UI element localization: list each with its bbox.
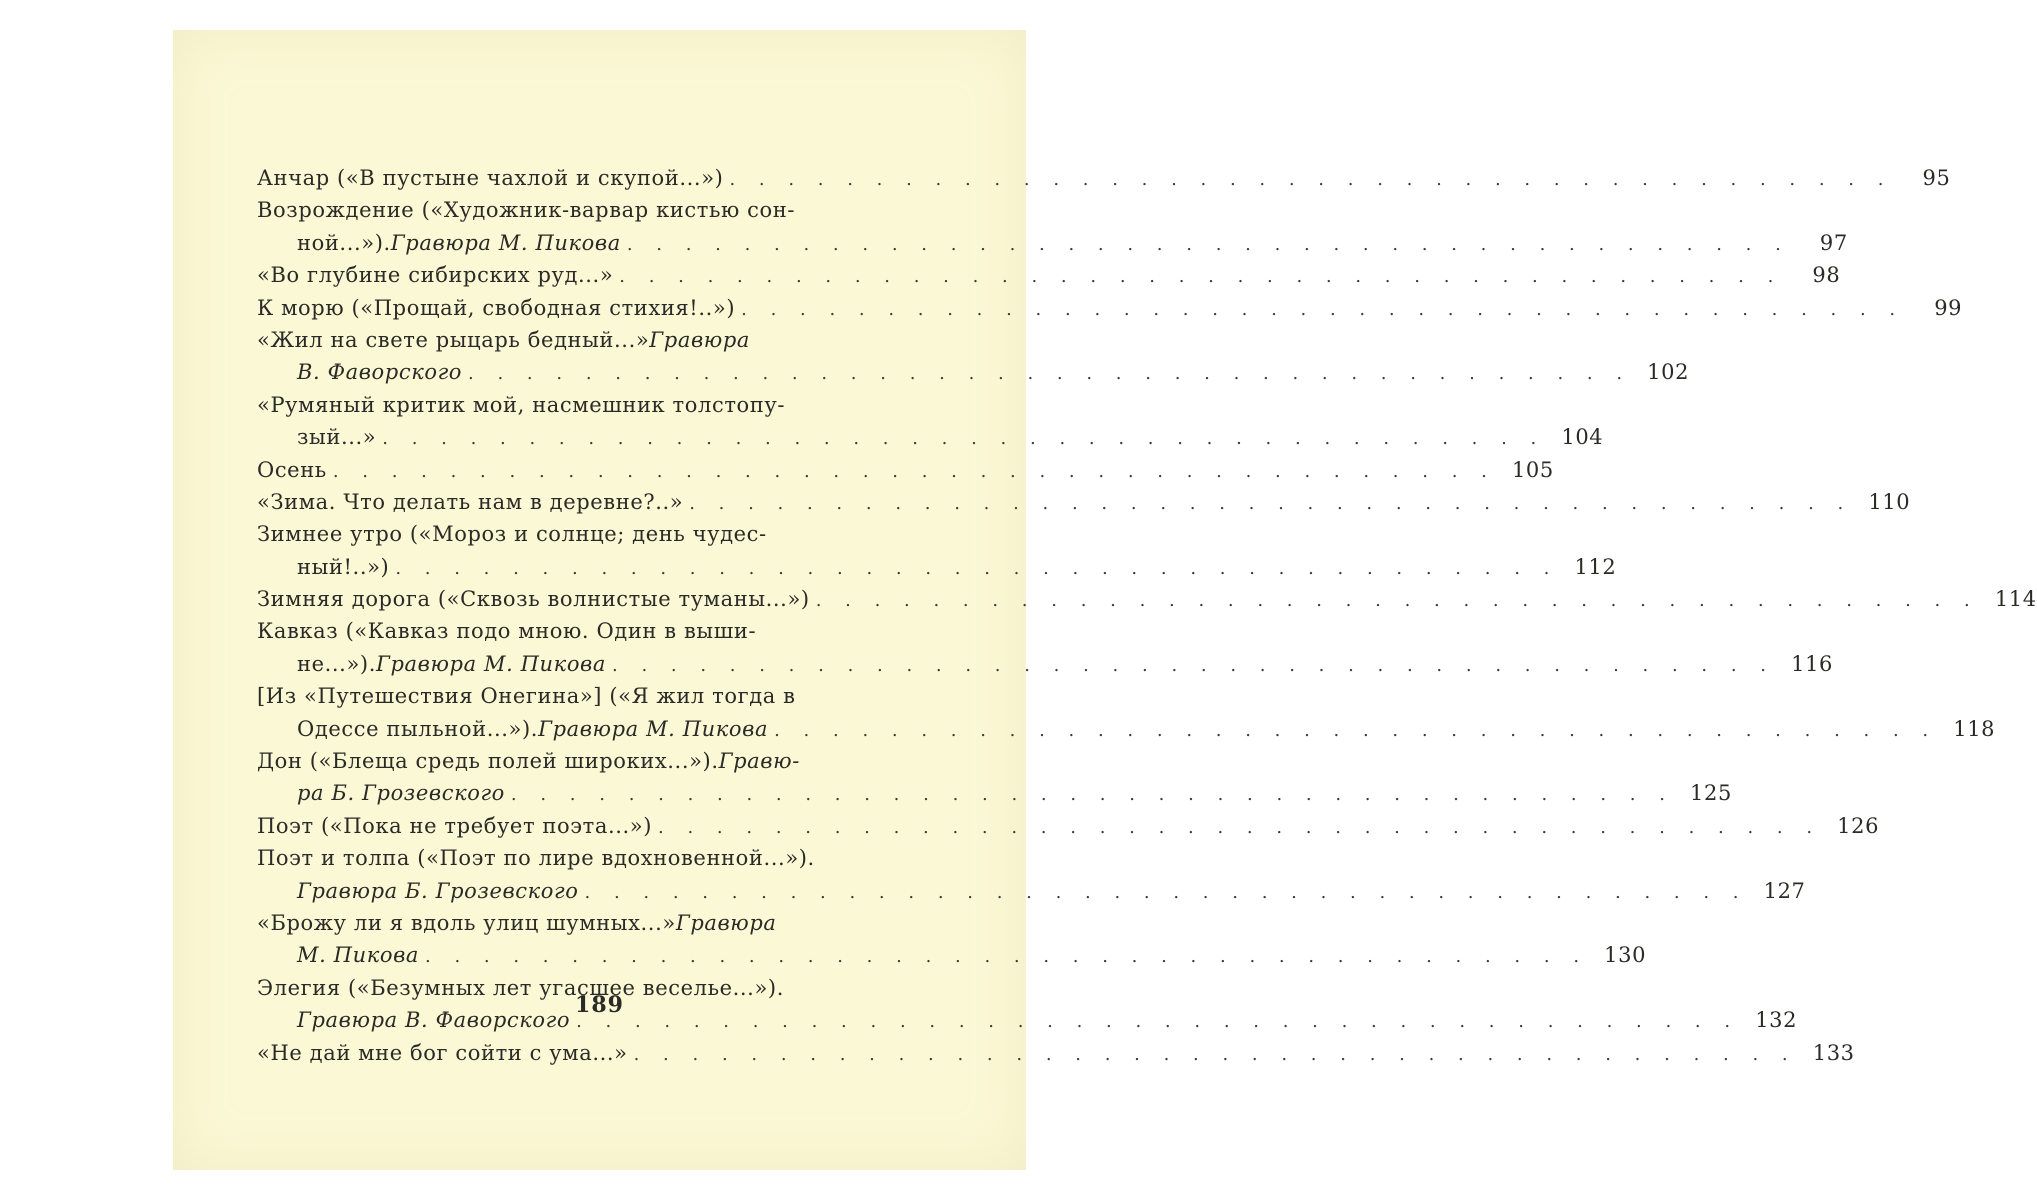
- toc-entry: [257, 907, 1647, 972]
- engraving-credit: Гравюра: [675, 910, 777, 935]
- toc-line: [257, 777, 1732, 809]
- book-page: [173, 30, 2037, 1170]
- toc-line: [257, 1037, 1855, 1069]
- toc-line: [257, 259, 1841, 291]
- entry-title: «Жил на свете рыцарь бедный...»: [257, 327, 650, 352]
- engraving-credit: Гравюра М. Пикова: [538, 716, 769, 741]
- toc-line: [257, 713, 1996, 745]
- engraving-credit: Гравюра М. Пикова: [375, 651, 607, 676]
- entry-title: Осень: [257, 457, 327, 482]
- toc-line: [257, 551, 1617, 583]
- entry-page-number: 102: [1647, 360, 1690, 385]
- dot-leader: . . . . . . . . . . . . . . . . . . . . . . . . . . . . . . . . . . . . . . . .: [626, 233, 1790, 255]
- toc-line: [257, 648, 1834, 680]
- entry-title: ный!..»): [297, 554, 390, 579]
- toc-line: [257, 162, 1951, 194]
- entry-title: «Во глубине сибирских руд...»: [257, 263, 614, 288]
- entry-title: не...»).: [297, 651, 376, 676]
- toc-entry: [257, 324, 1690, 389]
- engraving-credit: Гравюра Б. Грозевского: [297, 878, 579, 903]
- dot-leader: . . . . . . . . . . . . . . . . . . . . . . . . . . . . . . . . . . . . . . . .: [633, 1043, 1797, 1065]
- dot-leader: . . . . . . . . . . . . . . . . . . . . . . . . . . . . . . . . . . . . . . . .: [612, 654, 1776, 676]
- entry-page-number: 99: [1934, 295, 1963, 320]
- toc-line: [257, 680, 917, 712]
- entry-title: «Брожу ли я вдоль улиц шумных...»: [257, 910, 676, 935]
- toc-entry: [257, 486, 1911, 518]
- entry-page-number: 132: [1755, 1008, 1798, 1033]
- dot-leader: . . . . . . . . . . . . . . . . . . . . . . . . . . . . . . . . . . . . . . . .: [741, 298, 1905, 320]
- toc-line: [257, 324, 917, 356]
- entry-page-number: 97: [1819, 230, 1848, 255]
- toc-line: [257, 745, 917, 777]
- toc-line: [257, 875, 1806, 907]
- toc-entry: [257, 583, 2037, 615]
- toc-entry: [257, 518, 1617, 583]
- toc-line: [257, 292, 1963, 324]
- dot-leader: . . . . . . . . . . . . . . . . . . . . . . . . . . . . . . . . . . . . . . . .: [425, 946, 1589, 968]
- page-number: 189: [575, 992, 624, 1018]
- dot-leader: . . . . . . . . . . . . . . . . . . . . . . . . . . . . . . . . . . . . . . . .: [658, 816, 1822, 838]
- dot-leader: . . . . . . . . . . . . . . . . . . . . . . . . . . . . . . . . . . . . . . . .: [619, 266, 1783, 288]
- toc-line: [257, 939, 1647, 971]
- dot-leader: . . . . . . . . . . . . . . . . . . . . . . . . . . . . . . . . . . . . . . . .: [689, 492, 1853, 514]
- toc-line: [257, 842, 917, 874]
- toc-entry: [257, 680, 1996, 745]
- dot-leader: . . . . . . . . . . . . . . . . . . . . . . . . . . . . . . . . . . . . . . . .: [332, 460, 1496, 482]
- entry-title: «Зима. Что делать нам в деревне?..»: [257, 489, 684, 514]
- dot-leader: . . . . . . . . . . . . . . . . . . . . . . . . . . . . . . . . . . . . . . . .: [382, 428, 1546, 450]
- toc-line: [257, 810, 1880, 842]
- entry-title: [Из «Путешествия Онегина»] («Я жил тогда в: [257, 684, 796, 709]
- entry-title: Дон («Блеща средь полей широких...»).: [257, 749, 719, 774]
- toc-entry: [257, 162, 1951, 194]
- entry-title: ной...»).: [297, 230, 391, 255]
- toc-entry: [257, 842, 1806, 907]
- dot-leader: . . . . . . . . . . . . . . . . . . . . . . . . . . . . . . . . . . . . . . . .: [729, 169, 1893, 190]
- toc-entry: [257, 615, 1834, 680]
- engraving-credit: М. Пикова: [297, 943, 420, 968]
- toc-line: [257, 486, 1911, 518]
- engraving-credit: ра Б. Грозевского: [297, 781, 505, 806]
- toc-line: [257, 227, 1848, 259]
- dot-leader: . . . . . . . . . . . . . . . . . . . . . . . . . . . . . . . . . . . . . . . .: [395, 557, 1559, 579]
- entry-title: «Румяный критик мой, насмешник толстопу-: [257, 392, 786, 417]
- entry-page-number: 118: [1953, 716, 1996, 741]
- toc-entry: [257, 745, 1732, 810]
- toc-entry: [257, 810, 1880, 842]
- dot-leader: . . . . . . . . . . . . . . . . . . . . . . . . . . . . . . . . . . . . . . . .: [576, 1011, 1740, 1033]
- toc-entry: [257, 259, 1841, 291]
- entry-title: Анчар («В пустыне чахлой и скупой...»): [257, 166, 724, 190]
- entry-title: Поэт и толпа («Поэт по лире вдохновенной...»).: [257, 846, 815, 871]
- entry-title: Элегия («Безумных лет угасшее веселье...»).: [257, 975, 784, 1000]
- toc-entry: [257, 454, 1554, 486]
- entry-title: Поэт («Пока не требует поэта...»): [257, 813, 653, 838]
- entry-page-number: 133: [1812, 1040, 1855, 1065]
- toc-entry: [257, 1037, 1855, 1069]
- entry-page-number: 125: [1690, 781, 1732, 806]
- engraving-credit: Гравюра: [649, 327, 751, 352]
- entry-page-number: 114: [1994, 587, 2037, 612]
- table-of-contents: [257, 162, 2037, 1069]
- entry-title: Возрождение («Художник-варвар кистью сон-: [257, 198, 796, 223]
- entry-page-number: 104: [1561, 425, 1604, 450]
- entry-page-number: 112: [1574, 554, 1617, 579]
- toc-entry: [257, 292, 1963, 324]
- entry-page-number: 98: [1812, 263, 1841, 288]
- toc-entry: [257, 389, 1604, 454]
- toc-line: [257, 356, 1690, 388]
- toc-line: [257, 421, 1604, 453]
- toc-line: [257, 907, 917, 939]
- engraving-credit: Гравюра В. Фаворского: [297, 1008, 571, 1033]
- toc-line: [257, 615, 917, 647]
- entry-page-number: 110: [1868, 489, 1911, 514]
- engraving-credit: Гравю-: [718, 749, 800, 774]
- toc-line: [257, 583, 2037, 615]
- entry-title: Зимняя дорога («Сквозь волнистые туманы...»): [257, 587, 810, 612]
- entry-title: Зимнее утро («Мороз и солнце; день чудес-: [257, 522, 767, 547]
- toc-line: [257, 194, 917, 226]
- toc-entry: [257, 194, 1848, 259]
- entry-page-number: 116: [1791, 651, 1834, 676]
- entry-page-number: 127: [1763, 878, 1806, 903]
- dot-leader: . . . . . . . . . . . . . . . . . . . . . . . . . . . . . . . . . . . . . . . .: [815, 590, 1979, 612]
- dot-leader: . . . . . . . . . . . . . . . . . . . . . . . . . . . . . . . . . . . . . . . .: [468, 363, 1632, 385]
- entry-title: Кавказ («Кавказ подо мною. Один в выши-: [257, 619, 757, 644]
- toc-line: [257, 389, 917, 421]
- dot-leader: . . . . . . . . . . . . . . . . . . . . . . . . . . . . . . . . . . . . . . . .: [774, 719, 1938, 741]
- entry-page-number: 95: [1922, 166, 1951, 190]
- entry-page-number: 130: [1604, 943, 1647, 968]
- entry-page-number: 105: [1511, 457, 1554, 482]
- dot-leader: . . . . . . . . . . . . . . . . . . . . . . . . . . . . . . . . . . . . . . . .: [584, 881, 1748, 903]
- entry-title: зый...»: [297, 425, 377, 450]
- entry-title: К морю («Прощай, свободная стихия!..»): [257, 295, 736, 320]
- toc-line: [257, 454, 1554, 486]
- dot-leader: . . . . . . . . . . . . . . . . . . . . . . . . . . . . . . . . . . . . . . . .: [510, 784, 1674, 806]
- toc-line: [257, 518, 917, 550]
- entry-title: «Не дай мне бог сойти с ума...»: [257, 1040, 628, 1065]
- entry-page-number: 126: [1837, 813, 1880, 838]
- entry-title: Одессе пыльной...»).: [297, 716, 539, 741]
- engraving-credit: В. Фаворского: [297, 360, 463, 385]
- engraving-credit: Гравюра М. Пикова: [390, 230, 621, 255]
